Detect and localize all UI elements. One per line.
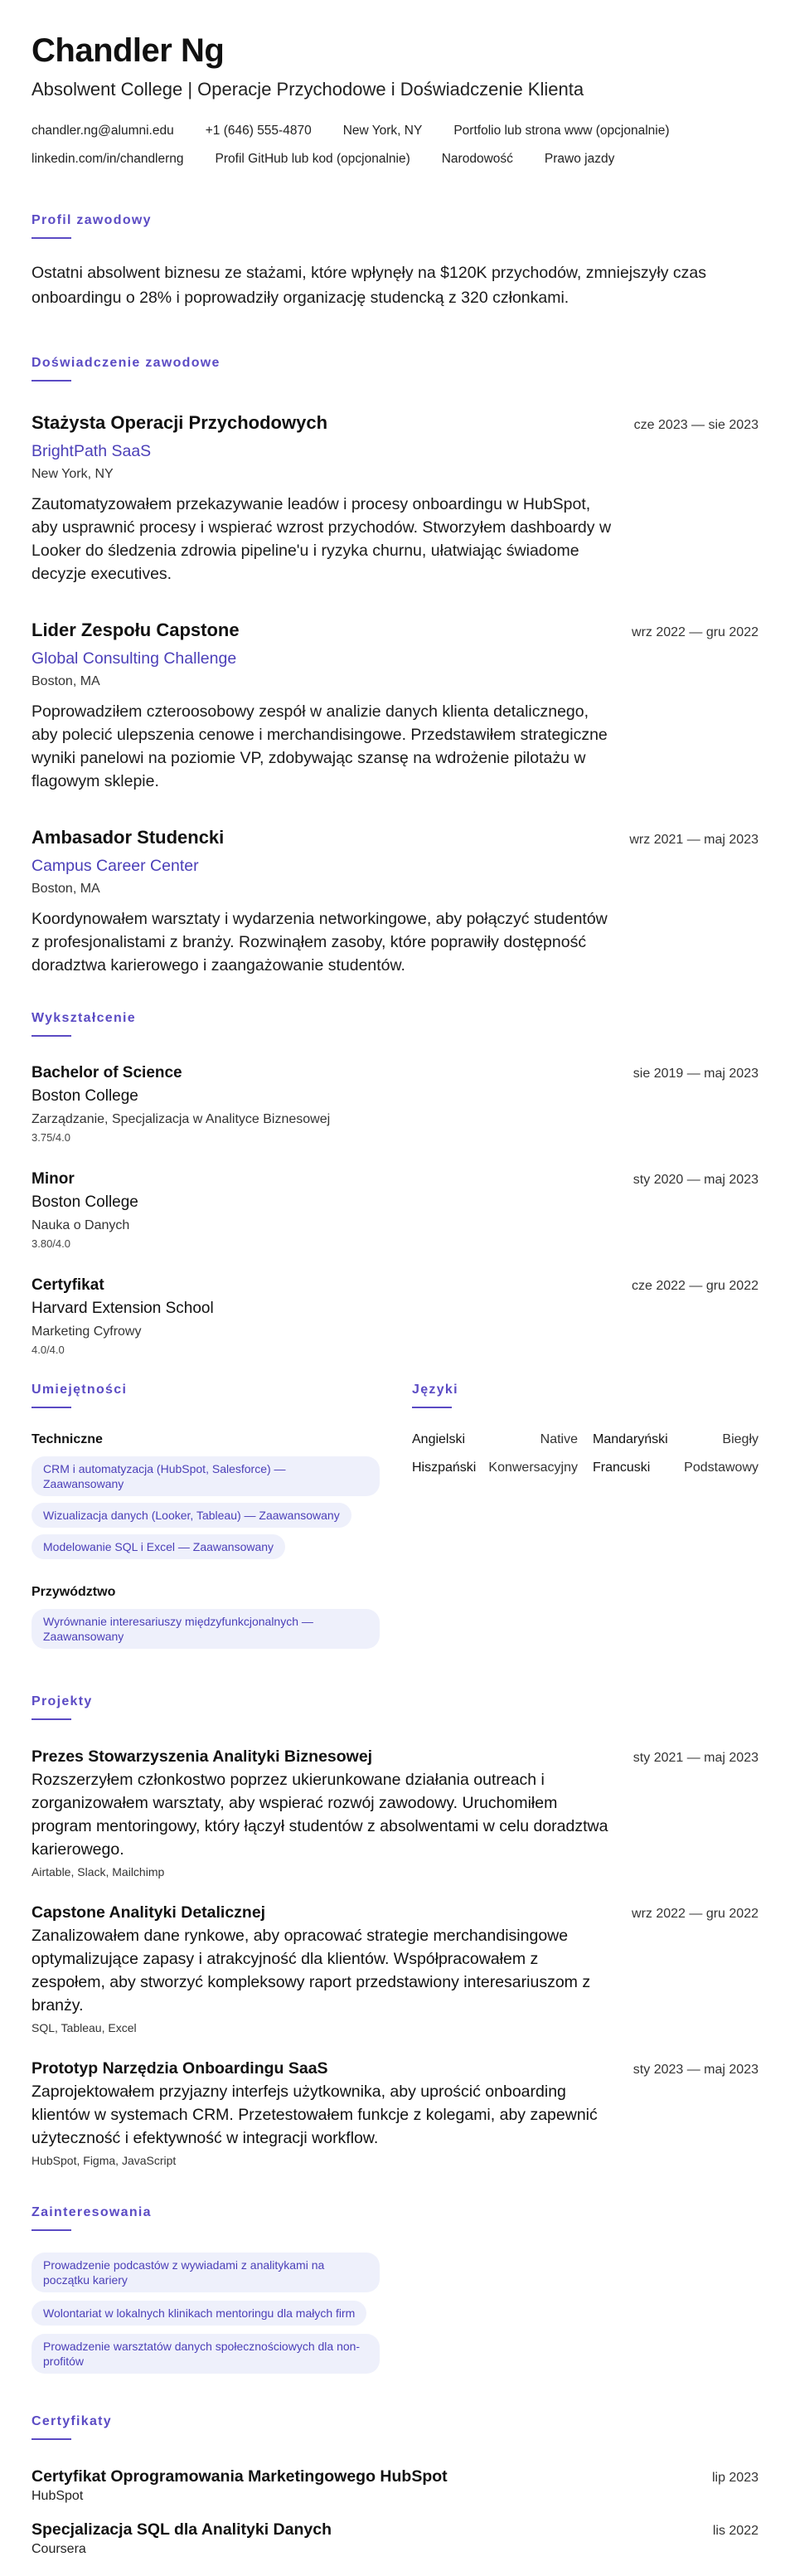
- language-level: Biegły: [722, 1432, 758, 1446]
- language-item: [412, 1460, 578, 1476]
- language-item: [593, 1460, 758, 1476]
- experience-item: [32, 619, 758, 793]
- gpa: 3.80/4.0: [32, 1237, 70, 1250]
- job-description: Zautomatyzowałem przekazywanie leadów i procesy onboardingu w HubSpot, aby usprawnić procesy i wspierać wzrost przychodów. Stworzyłem dashboardy w Looker do śledzenia zdrowia pipeline'u i ryzyka churnu, ułatwiając świadome decyzje executives.: [32, 495, 612, 583]
- education-section: [32, 1010, 758, 1357]
- skill-chip: Wizualizacja danych (Looker, Tableau) — Zaawansowany: [32, 1503, 351, 1528]
- job-dates: wrz 2022 — gru 2022: [632, 625, 758, 639]
- project-item: [32, 1903, 758, 2035]
- section-title: Umiejętności: [32, 1383, 128, 1397]
- section-title: Certyfikaty: [32, 2414, 113, 2428]
- contact-driving-license: Prawo jazdy: [544, 152, 615, 166]
- project-item: [32, 2058, 758, 2168]
- education-item: [32, 1169, 758, 1251]
- experience-item: [32, 826, 758, 977]
- project-list: [32, 1747, 758, 2168]
- job-description: Koordynowałem warsztaty i wydarzenia networkingowe, aby połączyć studentów z profesjonalistami z branży. Rozwinąłem zasoby, które poprawiły dostępność doradztwa karierowego i zaangażowanie studentów.: [32, 910, 608, 975]
- section-divider: [32, 1035, 71, 1037]
- project-tech: Airtable, Slack, Mailchimp: [32, 1865, 165, 1879]
- section-divider: [32, 2229, 71, 2231]
- section-divider: [32, 1718, 71, 1720]
- certificate-item: [32, 2467, 758, 2505]
- languages-section: [412, 1382, 758, 1655]
- project-description: Zaprojektowałem przyjazny interfejs użytkownika, aby uprościć onboarding klientów w systemach CRM. Przetestowałem funkcje z kolegami, aby zapewnić użyteczność i efektywność w integracji workflow.: [32, 2083, 598, 2147]
- interest-chip: Prowadzenie warsztatów danych społecznościowych dla non-profitów: [32, 2334, 380, 2374]
- skill-group-title: Techniczne: [32, 1432, 103, 1446]
- certificate-date: lip 2023: [711, 2471, 758, 2485]
- project-tech: HubSpot, Figma, JavaScript: [32, 2154, 177, 2167]
- field-of-study: Marketing Cyfrowy: [32, 1324, 142, 1339]
- job-title: Lider Zespołu Capstone: [32, 620, 240, 640]
- language-name: Francuski: [593, 1461, 651, 1475]
- language-item: [412, 1431, 578, 1448]
- skill-chip-list: [32, 1609, 380, 1649]
- job-title: Ambasador Studencki: [32, 827, 225, 848]
- project-description: Zanalizowałem dane rynkowe, aby opracować strategie merchandisingowe optymalizujące zapasy i atrakcyjność dla klientów. Współpracowałem z zespołem, aby stworzyć kompleksowy raport przedstawiony interesariuszom z branży.: [32, 1927, 591, 2015]
- certificate-title: Certyfikat Oprogramowania Marketingowego HubSpot: [32, 2467, 448, 2486]
- education-dates: cze 2022 — gru 2022: [632, 1279, 758, 1293]
- section-title: Doświadczenie zawodowe: [32, 356, 221, 370]
- certificate-issuer: Coursera: [32, 2542, 86, 2556]
- experience-section: [32, 355, 758, 977]
- degree: Minor: [32, 1170, 75, 1188]
- project-dates: wrz 2022 — gru 2022: [632, 1907, 758, 1921]
- contact-nationality: Narodowość: [441, 152, 513, 166]
- language-list: [412, 1431, 758, 1476]
- school-name: Boston College: [32, 1193, 138, 1211]
- interests-section: [32, 2204, 758, 2374]
- language-name: Hiszpański: [412, 1461, 477, 1475]
- contact-email: chandler.ng@alumni.edu: [32, 124, 174, 138]
- skill-chip: CRM i automatyzacja (HubSpot, Salesforce) — Zaawansowany: [32, 1456, 380, 1496]
- company-name: Global Consulting Challenge: [32, 649, 237, 668]
- job-dates: wrz 2021 — maj 2023: [629, 833, 758, 847]
- profile-summary: Ostatni absolwent biznesu ze stażami, które wpłynęły na $120K przychodów, zmniejszyły czas onboardingu o 28% i poprowadziły organizację studencką z 320 członkami.: [32, 264, 706, 307]
- education-dates: sie 2019 — maj 2023: [632, 1067, 758, 1081]
- certificate-date: lis 2022: [712, 2524, 758, 2538]
- interest-chip: Prowadzenie podcastów z wywiadami z analitykami na początku kariery: [32, 2253, 380, 2292]
- contact-list: [32, 123, 758, 168]
- projects-section: [32, 1694, 758, 2168]
- section-divider: [32, 237, 71, 239]
- skills-languages-row: [32, 1382, 758, 1655]
- section-divider: [412, 1407, 452, 1408]
- experience-item: [32, 411, 758, 586]
- contact-linkedin: linkedin.com/in/chandlerng: [32, 152, 184, 166]
- language-name: Angielski: [412, 1432, 466, 1446]
- field-of-study: Zarządzanie, Specjalizacja w Analityce Biznesowej: [32, 1112, 331, 1126]
- skill-chip: Wyrównanie interesariuszy międzyfunkcjonalnych — Zaawansowany: [32, 1609, 380, 1649]
- certificate-issuer: HubSpot: [32, 2489, 84, 2503]
- school-name: Harvard Extension School: [32, 1300, 214, 1317]
- contact-portfolio: Portfolio lub strona www (opcjonalnie): [453, 124, 670, 138]
- project-title: Capstone Analityki Detalicznej: [32, 1903, 266, 1922]
- education-item: [32, 1063, 758, 1145]
- field-of-study: Nauka o Danych: [32, 1218, 130, 1232]
- education-dates: sty 2020 — maj 2023: [632, 1173, 758, 1187]
- job-location: New York, NY: [32, 467, 114, 481]
- certificate-list: [32, 2467, 758, 2558]
- resume-header: [32, 32, 758, 168]
- project-dates: sty 2021 — maj 2023: [632, 1751, 758, 1765]
- certificates-section: [32, 2413, 758, 2558]
- language-level: Podstawowy: [684, 1461, 758, 1475]
- education-list: [32, 1063, 758, 1357]
- contact-location: New York, NY: [342, 124, 423, 138]
- skill-chip-list: [32, 1456, 380, 1566]
- gpa: 3.75/4.0: [32, 1131, 70, 1144]
- section-title: Zainteresowania: [32, 2205, 152, 2219]
- skills-section: [32, 1382, 380, 1655]
- project-title: Prototyp Narzędzia Onboardingu SaaS: [32, 2059, 328, 2078]
- profile-section: [32, 212, 758, 310]
- section-title: Języki: [412, 1383, 458, 1397]
- project-tech: SQL, Tableau, Excel: [32, 2021, 137, 2034]
- gpa: 4.0/4.0: [32, 1344, 65, 1356]
- language-level: Konwersacyjny: [488, 1461, 578, 1475]
- company-name: BrightPath SaaS: [32, 442, 152, 460]
- section-title: Wykształcenie: [32, 1011, 136, 1025]
- project-dates: sty 2023 — maj 2023: [632, 2063, 758, 2077]
- skill-chip: Modelowanie SQL i Excel — Zaawansowany: [32, 1534, 285, 1559]
- section-divider: [32, 380, 71, 382]
- job-location: Boston, MA: [32, 674, 100, 688]
- project-title: Prezes Stowarzyszenia Analityki Biznesowej: [32, 1747, 373, 1766]
- job-description: Poprowadziłem czteroosobowy zespół w analizie danych klienta detalicznego, aby polecić ulepszenia cenowe i merchandisingowe. Przedstawiłem strategiczne wyniki panelowi na poziomie VP, zdobywając szansę na wdrożenie pilotażu w flagowym sklepie.: [32, 702, 608, 790]
- skill-group-title: Przywództwo: [32, 1585, 116, 1599]
- job-dates: cze 2023 — sie 2023: [633, 418, 758, 432]
- school-name: Boston College: [32, 1087, 138, 1105]
- language-level: Native: [540, 1432, 578, 1446]
- language-name: Mandaryński: [593, 1432, 668, 1446]
- certificate-title: Specjalizacja SQL dla Analityki Danych: [32, 2520, 332, 2539]
- candidate-subtitle: Absolwent College | Operacje Przychodowe i Doświadczenie Klienta: [32, 79, 584, 100]
- interest-chip: Wolontariat w lokalnych klinikach mentoringu dla małych firm: [32, 2301, 366, 2326]
- language-item: [593, 1431, 758, 1448]
- job-location: Boston, MA: [32, 882, 100, 896]
- experience-list: [32, 411, 758, 977]
- degree: Certyfikat: [32, 1276, 104, 1294]
- job-title: Stażysta Operacji Przychodowych: [32, 412, 328, 433]
- section-divider: [32, 1407, 71, 1408]
- interest-chip-list: [32, 2253, 758, 2374]
- contact-phone: +1 (646) 555-4870: [205, 124, 312, 138]
- company-name: Campus Career Center: [32, 857, 199, 875]
- education-item: [32, 1276, 758, 1357]
- section-title: Profil zawodowy: [32, 213, 152, 227]
- project-item: [32, 1747, 758, 1879]
- section-divider: [32, 2438, 71, 2440]
- certificate-item: [32, 2520, 758, 2558]
- section-title: Projekty: [32, 1694, 93, 1708]
- project-description: Rozszerzyłem członkostwo poprzez ukierunkowane działania outreach i zorganizowałem warsztaty, aby wspierać rozwój zawodowy. Uruchomiłem program mentoringowy, który łączył studentów z absolwentami w celu doradztwa karierowego.: [32, 1771, 608, 1859]
- contact-github: Profil GitHub lub kod (opcjonalnie): [215, 152, 410, 166]
- candidate-name: Chandler Ng: [32, 32, 225, 69]
- degree: Bachelor of Science: [32, 1064, 182, 1081]
